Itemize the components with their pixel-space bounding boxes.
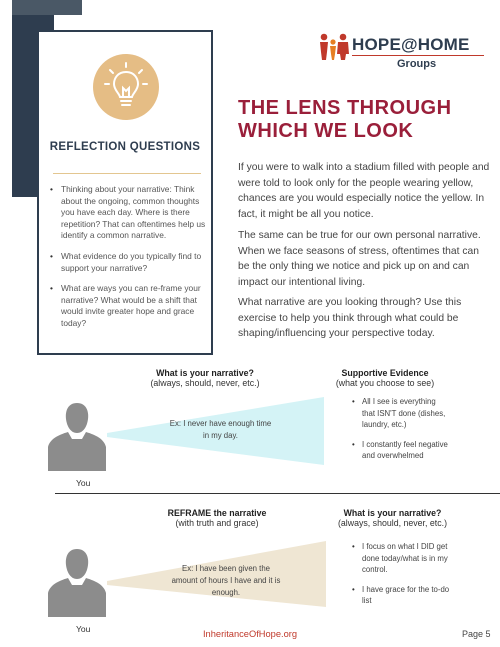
narrative-label-sub: (always, should, never, etc.) <box>337 518 448 528</box>
evidence-label <box>330 368 440 388</box>
narrative-label-title: What is your narrative? <box>343 508 442 518</box>
person-icon <box>46 399 108 471</box>
section-divider <box>55 493 500 494</box>
person-label: You <box>76 478 91 488</box>
paragraph: What narrative are you looking through? Use this exercise to help you think through what could be shaping/influencing your perspective today. <box>238 297 462 339</box>
lens-label-sub: (always, should, never, etc.) <box>150 378 260 388</box>
logo-subtitle: Groups <box>397 58 437 70</box>
list-item: • I have grace for the to-do list <box>350 584 450 607</box>
paragraph: The same can be true for our own personal narrative. When we face seasons of stress, oftentimes that can be the only thing we notice and pick up on and can impact our intentional living. <box>238 230 481 288</box>
list-item: • What are ways you can re-frame your narrative? What would be a shift that would invite greater hope and grace today? <box>48 283 208 329</box>
person-label: You <box>76 624 91 634</box>
lens-label <box>140 368 270 388</box>
reframe-label <box>147 508 287 528</box>
reframe-label-title: REFRAME the narrative <box>167 508 267 518</box>
list-item: • I focus on what I DID get done today/what is in my control. <box>350 541 450 576</box>
page-number: Page 5 <box>462 629 491 639</box>
logo <box>318 32 488 76</box>
panel-title: REFLECTION QUESTIONS <box>49 141 201 153</box>
reflection-panel <box>37 30 213 355</box>
paragraph: If you were to walk into a stadium filled with people and were told to look only for the people wearing yellow, chances are you would especially notice the yellow. In fact, it might be all you notice. <box>238 162 490 220</box>
list-item: • I constantly feel negative and overwhelmed <box>350 439 450 462</box>
reflection-questions <box>48 184 208 339</box>
reframe-list <box>350 541 450 615</box>
decorative-bar <box>12 0 82 15</box>
narrative-label <box>330 508 455 528</box>
person-icon <box>46 545 108 617</box>
divider <box>53 173 201 174</box>
lens-example: Ex: I have been given the amount of hours I have and it is enough. <box>171 564 281 597</box>
evidence-list <box>350 396 450 470</box>
evidence-label-title: Supportive Evidence <box>341 368 429 378</box>
logo-underline <box>352 55 484 56</box>
page-title: THE LENS THROUGH WHICH WE LOOK <box>238 97 452 142</box>
list-item: • Thinking about your narrative: Think about the ongoing, common thoughts you have each day. Where is there repetition? That can oftentimes help us identify a common narrative. <box>48 184 208 242</box>
lens-example: Ex: I never have enough time in my day. <box>169 419 272 440</box>
evidence-label-sub: (what you choose to see) <box>335 378 435 388</box>
website-link[interactable]: InheritanceOfHope.org <box>202 629 298 639</box>
logo-name: HOPE@HOME <box>352 35 470 54</box>
lens-label-title: What is your narrative? <box>156 368 254 378</box>
family-icon <box>318 32 350 62</box>
reframe-label-sub: (with truth and grace) <box>175 518 259 528</box>
list-item: • What evidence do you typically find to support your narrative? <box>48 251 208 274</box>
lightbulb-icon <box>93 54 159 120</box>
list-item: • All I see is everything that ISN'T done (dishes, laundry, etc.) <box>350 396 450 431</box>
